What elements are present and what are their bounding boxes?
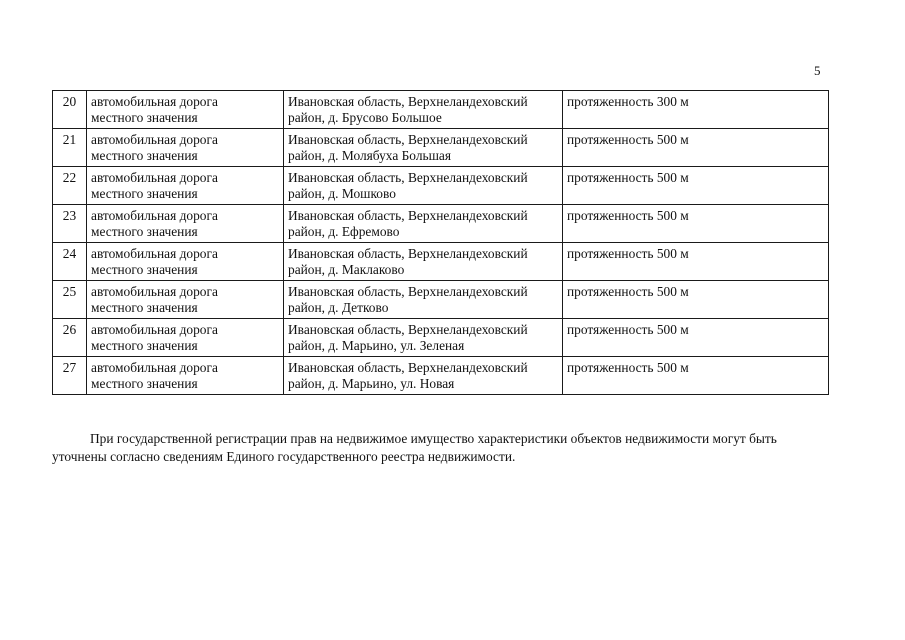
row-number: 23 [53, 205, 87, 243]
object-name-line: автомобильная дорога [91, 360, 218, 375]
spec-cell: протяженность 300 м [563, 91, 829, 129]
object-name-cell [87, 281, 284, 319]
address-cell [284, 167, 563, 205]
table-row [53, 91, 829, 129]
address-line: район, д. Молябуха Большая [288, 148, 452, 163]
object-name-line: местного значения [91, 300, 198, 315]
object-name-line: местного значения [91, 376, 198, 391]
address-line: Ивановская область, Верхнеландеховский [288, 322, 528, 337]
table-row [53, 167, 829, 205]
address-line: Ивановская область, Верхнеландеховский [288, 132, 528, 147]
object-name-line: автомобильная дорога [91, 322, 218, 337]
address-line: район, д. Брусово Большое [288, 110, 442, 125]
address-line: район, д. Ефремово [288, 224, 400, 239]
object-name-cell [87, 243, 284, 281]
object-name-cell [87, 357, 284, 395]
property-table-body [53, 91, 829, 395]
address-line: район, д. Маклаково [288, 262, 405, 277]
object-name-line: местного значения [91, 224, 198, 239]
address-line: Ивановская область, Верхнеландеховский [288, 284, 528, 299]
row-number: 24 [53, 243, 87, 281]
row-number: 26 [53, 319, 87, 357]
address-cell [284, 129, 563, 167]
object-name-line: автомобильная дорога [91, 170, 218, 185]
spec-cell: протяженность 500 м [563, 205, 829, 243]
object-name-line: автомобильная дорога [91, 208, 218, 223]
table-row [53, 205, 829, 243]
row-number: 27 [53, 357, 87, 395]
address-line: район, д. Детково [288, 300, 389, 315]
object-name-cell [87, 91, 284, 129]
address-cell [284, 243, 563, 281]
object-name-cell [87, 205, 284, 243]
table-row [53, 357, 829, 395]
spec-cell: протяженность 500 м [563, 167, 829, 205]
address-line: Ивановская область, Верхнеландеховский [288, 94, 528, 109]
address-cell [284, 205, 563, 243]
object-name-cell [87, 319, 284, 357]
table-row [53, 281, 829, 319]
row-number: 22 [53, 167, 87, 205]
object-name-line: автомобильная дорога [91, 284, 218, 299]
address-line: Ивановская область, Верхнеландеховский [288, 208, 528, 223]
spec-cell: протяженность 500 м [563, 129, 829, 167]
object-name-line: местного значения [91, 186, 198, 201]
address-line: район, д. Марьино, ул. Зеленая [288, 338, 465, 353]
row-number: 20 [53, 91, 87, 129]
spec-cell: протяженность 500 м [563, 243, 829, 281]
address-line: Ивановская область, Верхнеландеховский [288, 246, 528, 261]
registration-note: При государственной регистрации прав на недвижимое имущество характеристики объектов недвижимости могут быть уточнены согласно сведениям Единого государственного реестра недвижимости. [52, 431, 777, 464]
object-name-line: автомобильная дорога [91, 246, 218, 261]
address-line: Ивановская область, Верхнеландеховский [288, 360, 528, 375]
address-cell [284, 281, 563, 319]
address-cell [284, 357, 563, 395]
object-name-cell [87, 167, 284, 205]
page-number: 5 [814, 63, 821, 78]
table-row [53, 243, 829, 281]
object-name-cell [87, 129, 284, 167]
row-number: 25 [53, 281, 87, 319]
object-name-line: автомобильная дорога [91, 132, 218, 147]
object-name-line: местного значения [91, 110, 198, 125]
object-name-line: местного значения [91, 338, 198, 353]
object-name-line: местного значения [91, 262, 198, 277]
table-row [53, 319, 829, 357]
address-line: район, д. Марьино, ул. Новая [288, 376, 455, 391]
object-name-line: автомобильная дорога [91, 94, 218, 109]
table-row [53, 129, 829, 167]
object-name-line: местного значения [91, 148, 198, 163]
spec-cell: протяженность 500 м [563, 281, 829, 319]
property-table [52, 90, 829, 395]
address-line: район, д. Мошково [288, 186, 396, 201]
address-cell [284, 91, 563, 129]
spec-cell: протяженность 500 м [563, 357, 829, 395]
address-line: Ивановская область, Верхнеландеховский [288, 170, 528, 185]
spec-cell: протяженность 500 м [563, 319, 829, 357]
row-number: 21 [53, 129, 87, 167]
address-cell [284, 319, 563, 357]
